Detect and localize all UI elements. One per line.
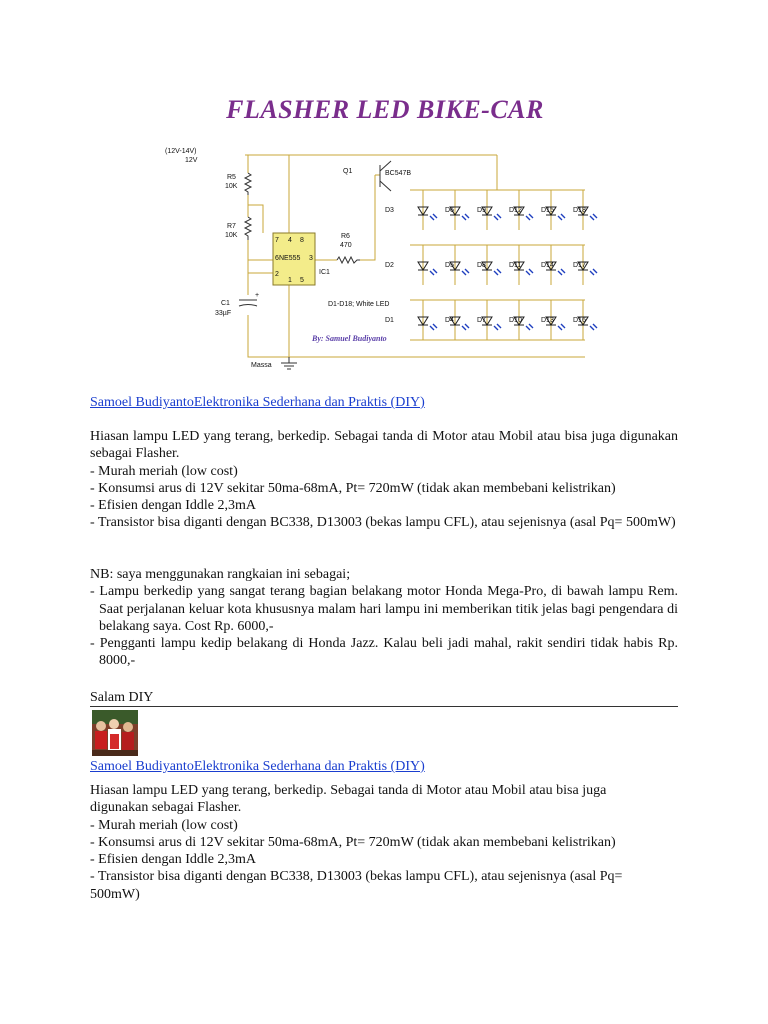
led-light-arrow xyxy=(430,214,437,220)
supply-label: 12V xyxy=(185,157,198,164)
section-1-notes xyxy=(90,566,678,670)
led-label: D6 xyxy=(445,207,454,214)
led-label: D1 xyxy=(385,317,394,324)
feature-item: - Transistor bisa diganti dengan BC338, D13003 (bekas lampu CFL), atau sejenisnya (asal Pq= xyxy=(90,869,623,885)
feature-item: - Konsumsi arus di 12V sekitar 50ma-68mA, Pt= 720mW (tidak akan membebani kelistrikan) xyxy=(90,480,616,496)
led-label: D11 xyxy=(509,262,522,269)
led-label: D5 xyxy=(445,262,454,269)
led-label: D12 xyxy=(509,207,522,214)
q1-part: BC547B xyxy=(385,170,412,177)
led-label: D7 xyxy=(477,317,486,324)
led-light-arrow xyxy=(494,324,501,330)
ic-pin: 4 xyxy=(288,237,292,244)
circuit-schematic xyxy=(155,95,615,385)
led-label: D4 xyxy=(445,317,454,324)
supply-range-label: (12V-14V) xyxy=(165,148,197,155)
closing-block xyxy=(90,689,678,706)
led-light-arrow xyxy=(558,269,565,275)
r6-label: R6 xyxy=(341,233,350,240)
led-light-arrow xyxy=(462,324,469,330)
feature-item: - Efisien dengan Iddle 2,3mA xyxy=(90,498,257,514)
led-label: D8 xyxy=(477,262,486,269)
r7-label: R7 xyxy=(227,223,236,230)
led-label: D9 xyxy=(477,207,486,214)
r7-value: 10K xyxy=(225,232,238,239)
led-light-arrow xyxy=(494,214,501,220)
ic-pin: 8 xyxy=(300,237,304,244)
ground-label: Massa xyxy=(251,362,272,369)
blog-link[interactable]: Samoel BudiyantoElektronika Sederhana dan Praktis (DIY) xyxy=(90,759,425,774)
section-2-body xyxy=(90,782,678,903)
led-label: D3 xyxy=(385,207,394,214)
c1-label: C1 xyxy=(221,300,230,307)
r6-value: 470 xyxy=(340,242,352,249)
led-light-arrow xyxy=(462,269,469,275)
blog-link[interactable]: Samoel BudiyantoElektronika Sederhana dan Praktis (DIY) xyxy=(90,395,425,410)
led-label: D14 xyxy=(541,262,554,269)
led-light-arrow xyxy=(590,324,597,330)
led-light-arrow xyxy=(558,324,565,330)
section-divider xyxy=(90,706,678,707)
led-light-arrow xyxy=(462,214,469,220)
ic-name: NE555 xyxy=(279,255,301,262)
ic-pin: 1 xyxy=(288,277,292,284)
led-grid xyxy=(385,190,597,340)
led-light-arrow xyxy=(430,269,437,275)
intro-line: Hiasan lampu LED yang terang, berkedip. Sebagai tanda di Motor atau Mobil atau bisa juga xyxy=(90,783,607,798)
feature-item: 500mW) xyxy=(90,886,140,902)
ic-pin: 7 xyxy=(275,237,279,244)
ic-pin: 3 xyxy=(309,255,313,262)
ic-pin: 6 xyxy=(275,255,279,262)
designer-signature: By: Samuel Budiyanto xyxy=(312,334,387,343)
led-light-arrow xyxy=(558,214,565,220)
ic-pin: 5 xyxy=(300,277,304,284)
led-label: D10 xyxy=(509,317,522,324)
section-2-link-block xyxy=(90,757,678,775)
circuit-figure xyxy=(155,95,615,385)
led-label: D2 xyxy=(385,262,394,269)
closing-text: Salam DIY xyxy=(90,690,154,705)
led-label: D13 xyxy=(541,317,554,324)
intro-line: digunakan sebagai Flasher. xyxy=(90,800,242,816)
feature-item: - Murah meriah (low cost) xyxy=(90,463,238,479)
feature-item: - Konsumsi arus di 12V sekitar 50ma-68mA, Pt= 720mW (tidak akan membebani kelistrikan) xyxy=(90,834,616,850)
nb-heading: NB: saya menggunakan rangkaian ini sebagai; xyxy=(90,567,351,582)
led-light-arrow xyxy=(590,214,597,220)
feature-item: - Transistor bisa diganti dengan BC338, D13003 (bekas lampu CFL), atau sejenisnya (asal Pq= 500mW) xyxy=(90,515,676,531)
nb-item: - Lampu berkedip yang sangat terang bagian belakang motor Honda Mega-Pro, di bawah lampu Rem. Saat perjalanan keluar kota khususnya malam hari lampu ini memberikan titik jelas bagi pengendara di belakang saya. Cost Rp. 6000,- xyxy=(90,584,678,634)
led-light-arrow xyxy=(526,269,533,275)
r5-label: R5 xyxy=(227,174,236,181)
c1-value: 33µF xyxy=(215,310,232,317)
led-light-arrow xyxy=(430,324,437,330)
led-label: D17 xyxy=(573,262,586,269)
q1-label: Q1 xyxy=(343,168,353,175)
led-light-arrow xyxy=(526,214,533,220)
c1-plus: + xyxy=(255,292,260,299)
avatar-photo xyxy=(92,710,138,756)
ic-pin: 2 xyxy=(275,271,279,278)
feature-item: - Murah meriah (low cost) xyxy=(90,817,238,833)
led-label: D16 xyxy=(573,317,586,324)
r5-value: 10K xyxy=(225,183,238,190)
ic-label: IC1 xyxy=(319,269,330,276)
section-1-body xyxy=(90,428,678,532)
led-label: D18 xyxy=(573,207,586,214)
nb-item: - Pengganti lampu kedip belakang di Honda Jazz. Kalau beli jadi mahal, rakit sendiri tidak habis Rp. 8000,- xyxy=(90,636,678,669)
section-1-link-block xyxy=(90,393,678,411)
led-label: D15 xyxy=(541,207,554,214)
led-light-arrow xyxy=(526,324,533,330)
figure-title: FLASHER LED BIKE-CAR xyxy=(226,95,544,124)
led-light-arrow xyxy=(590,269,597,275)
feature-item: - Efisien dengan Iddle 2,3mA xyxy=(90,852,257,868)
led-light-arrow xyxy=(494,269,501,275)
intro-paragraph: Hiasan lampu LED yang terang, berkedip. Sebagai tanda di Motor atau Mobil atau bisa juga digunakan sebagai Flasher. xyxy=(90,429,678,462)
led-note: D1-D18; White LED xyxy=(328,301,390,308)
author-avatar[interactable] xyxy=(92,710,138,756)
